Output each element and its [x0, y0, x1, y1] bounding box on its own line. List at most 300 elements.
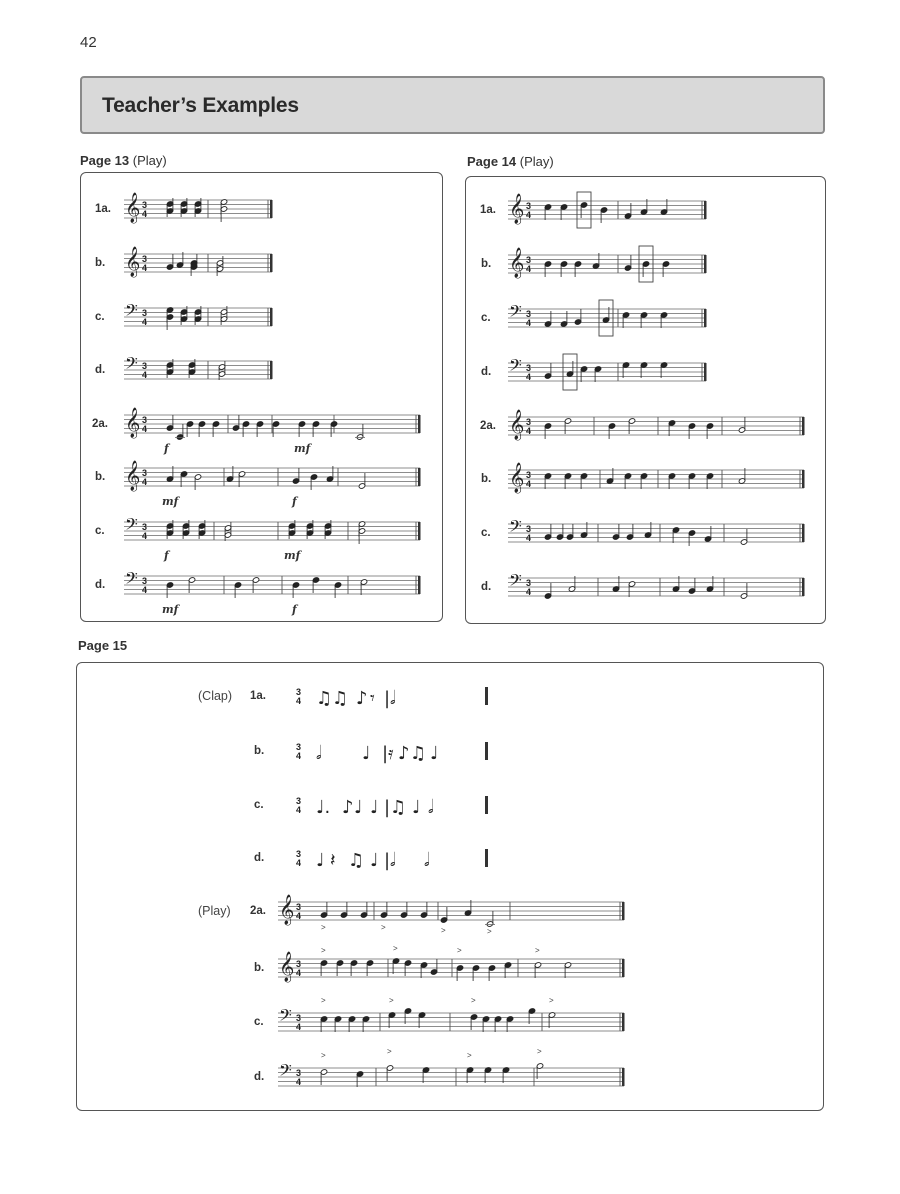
note — [668, 473, 675, 489]
example-label: b. — [481, 473, 492, 485]
note — [544, 473, 551, 489]
example-label: c. — [95, 525, 105, 537]
page-14-label — [467, 154, 554, 169]
bass-clef-icon: 𝄢 — [125, 300, 138, 324]
rhythm-symbol: ♫ — [316, 688, 333, 709]
note — [660, 312, 667, 328]
music-staff — [124, 193, 272, 230]
final-barline — [418, 576, 421, 594]
end-barline — [485, 687, 488, 705]
rhythm-symbol: ♩ — [370, 850, 379, 871]
time-signature-top: 3 — [142, 308, 148, 318]
time-signature-top: 3 — [526, 363, 532, 373]
example-label: 1a. — [250, 690, 266, 702]
final-barline — [622, 902, 625, 920]
example-label: b. — [481, 258, 492, 270]
dynamic-marking: mf — [284, 549, 301, 562]
note — [660, 199, 667, 215]
staff — [508, 578, 804, 596]
music-staff — [296, 849, 488, 879]
rhythm-symbol: ♫ — [390, 797, 407, 818]
time-signature-bottom: 4 — [296, 911, 302, 921]
treble-clef-icon: 𝄞 — [125, 193, 141, 223]
rhythm-symbol: ♩ — [354, 797, 363, 818]
example-label: c. — [95, 311, 105, 323]
note — [534, 962, 541, 978]
music-staff — [124, 568, 420, 606]
final-barline — [704, 201, 707, 219]
note — [466, 1067, 473, 1083]
note — [430, 959, 437, 975]
note — [166, 254, 173, 270]
rhythm-symbol: ♩ — [430, 743, 439, 764]
final-barline — [802, 578, 805, 596]
accent-mark: > — [487, 927, 492, 936]
final-barline — [802, 524, 805, 542]
note — [560, 204, 567, 220]
note — [672, 527, 679, 543]
note — [326, 466, 333, 482]
note — [348, 1016, 355, 1032]
banner-title: Teacher’s Examples — [102, 94, 299, 117]
time-signature-top: 3 — [296, 742, 302, 752]
accent-mark: > — [321, 923, 326, 932]
bass-clef-icon: 𝄢 — [125, 514, 138, 538]
note — [688, 473, 695, 489]
staff — [278, 959, 624, 977]
note — [360, 579, 367, 595]
note — [574, 309, 581, 325]
time-signature-top: 3 — [142, 576, 148, 586]
section-banner — [80, 76, 825, 134]
note — [644, 522, 651, 538]
time-signature-top: 3 — [296, 687, 302, 697]
final-barline — [622, 1013, 625, 1031]
example-label: d. — [254, 1071, 265, 1083]
dynamic-marking: f — [292, 603, 297, 616]
note — [544, 363, 551, 379]
treble-clef-icon: 𝄞 — [509, 463, 525, 493]
note — [356, 1071, 363, 1087]
final-barline — [802, 470, 805, 488]
example-label: c. — [254, 799, 264, 811]
page-15-box — [76, 662, 824, 1111]
dynamic-marking: mf — [294, 442, 311, 455]
note — [668, 420, 675, 436]
note — [622, 362, 629, 378]
rhythm-symbol: ♩. — [316, 797, 331, 818]
time-signature-top: 3 — [142, 468, 148, 478]
bass-clef-icon: 𝄢 — [509, 570, 522, 594]
rhythm-symbol: 𝅗𝅥 — [428, 797, 434, 818]
note — [320, 1016, 327, 1032]
rhythm-symbol: 𝅗𝅥 — [424, 850, 430, 871]
treble-clef-icon: 𝄞 — [509, 194, 525, 224]
staff — [508, 255, 706, 273]
rhythm-symbol: ♫ — [348, 850, 365, 871]
staff — [508, 470, 804, 488]
bass-clef-icon: 𝄢 — [125, 568, 138, 592]
example-label: 1a. — [480, 204, 496, 216]
note — [504, 962, 511, 978]
time-signature-bottom: 4 — [296, 1022, 302, 1032]
note — [640, 312, 647, 328]
time-signature-bottom: 4 — [296, 751, 302, 761]
example-label: 2a. — [250, 905, 266, 917]
dynamic-marking: f — [164, 442, 169, 455]
time-signature-bottom: 4 — [526, 533, 532, 543]
bass-clef-icon: 𝄢 — [279, 1060, 292, 1084]
staff — [278, 1068, 624, 1086]
note — [175, 424, 185, 440]
time-signature-bottom: 4 — [526, 210, 532, 220]
note — [422, 1067, 429, 1083]
note — [226, 466, 233, 482]
time-signature-top: 3 — [526, 524, 532, 534]
page-13-title: Page 13 — [80, 153, 130, 168]
final-barline — [802, 417, 805, 435]
music-staff — [124, 408, 420, 445]
note — [568, 576, 575, 592]
example-label: c. — [481, 312, 491, 324]
music-staff — [278, 1047, 624, 1098]
note — [292, 468, 299, 484]
rhythm-symbol: ♪ — [356, 688, 368, 709]
staff — [278, 902, 624, 920]
note — [388, 1012, 395, 1028]
music-staff — [508, 248, 706, 285]
accent-mark: > — [387, 1047, 392, 1056]
note — [640, 199, 647, 215]
music-staff — [278, 944, 624, 989]
example-label: b. — [95, 471, 106, 483]
final-barline — [704, 255, 707, 273]
note — [564, 473, 571, 489]
rhythm-symbol: ♫ — [410, 743, 427, 764]
accent-mark: > — [537, 1047, 542, 1056]
rhythm-symbol: ♩ — [316, 850, 325, 871]
note — [660, 362, 667, 378]
rhythm-symbol: | — [384, 688, 391, 709]
time-signature-top: 3 — [296, 902, 302, 912]
rhythm-symbol: | — [384, 850, 391, 871]
note — [594, 366, 601, 382]
dynamic-marking: f — [164, 549, 169, 562]
example-label: 2a. — [92, 418, 108, 430]
note — [464, 900, 471, 916]
note — [355, 424, 365, 440]
note — [564, 962, 571, 978]
time-signature-bottom: 4 — [142, 424, 148, 434]
final-barline — [418, 468, 421, 486]
page-15-label — [78, 638, 127, 653]
time-signature-top: 3 — [142, 522, 148, 532]
music-staff — [278, 895, 624, 936]
accent-mark: > — [441, 926, 446, 935]
note — [360, 902, 367, 918]
time-signature-top: 3 — [526, 578, 532, 588]
music-staff — [296, 687, 488, 717]
rhythm-symbol: ♪ — [342, 797, 354, 818]
end-barline — [485, 796, 488, 814]
note — [420, 902, 427, 918]
final-barline — [270, 361, 273, 379]
example-label: d. — [254, 852, 265, 864]
bass-clef-icon: 𝄢 — [125, 353, 138, 377]
example-label: b. — [254, 745, 265, 757]
note — [484, 1067, 491, 1083]
dynamic-marking: mf — [162, 495, 179, 508]
time-signature-top: 3 — [526, 417, 532, 427]
note — [672, 576, 679, 592]
page-13-box — [80, 172, 443, 622]
dynamic-marking: f — [292, 495, 297, 508]
note — [176, 252, 183, 268]
note — [166, 466, 173, 482]
bass-clef-icon: 𝄢 — [509, 355, 522, 379]
note — [334, 1016, 341, 1032]
end-barline — [485, 742, 488, 760]
example-mode: (Clap) — [198, 689, 233, 703]
time-signature-top: 3 — [296, 796, 302, 806]
music-staff — [508, 570, 804, 608]
time-signature-bottom: 4 — [296, 1077, 302, 1087]
note — [626, 524, 633, 540]
time-signature-top: 3 — [296, 959, 302, 969]
time-signature-bottom: 4 — [142, 531, 148, 541]
rhythm-symbol: 𝄾 — [370, 688, 375, 709]
note — [738, 417, 745, 433]
accent-mark: > — [321, 1051, 326, 1060]
time-signature-top: 3 — [526, 309, 532, 319]
time-signature-bottom: 4 — [526, 426, 532, 436]
rhythm-symbol: 𝅗𝅥 — [390, 850, 396, 871]
music-staff — [508, 355, 706, 393]
time-signature-bottom: 4 — [142, 477, 148, 487]
accent-mark: > — [549, 996, 554, 1005]
time-signature-top: 3 — [142, 415, 148, 425]
note — [362, 1016, 369, 1032]
note — [320, 902, 327, 918]
time-signature-bottom: 4 — [526, 372, 532, 382]
time-signature-top: 3 — [526, 255, 532, 265]
rhythm-symbol: | — [382, 743, 389, 764]
time-signature-bottom: 4 — [526, 264, 532, 274]
rhythm-symbol: ♩ — [362, 743, 371, 764]
music-staff — [508, 301, 706, 339]
page-14-title: Page 14 — [467, 154, 517, 169]
example-label: c. — [481, 527, 491, 539]
note — [580, 522, 587, 538]
example-label: 1a. — [95, 203, 111, 215]
rhythm-symbol: | — [384, 797, 391, 818]
final-barline — [704, 363, 707, 381]
time-signature-bottom: 4 — [142, 317, 148, 327]
time-signature-top: 3 — [526, 201, 532, 211]
note — [380, 902, 387, 918]
treble-clef-icon: 𝄞 — [125, 247, 141, 277]
note — [606, 468, 613, 484]
final-barline — [270, 308, 273, 326]
time-signature-top: 3 — [296, 849, 302, 859]
treble-clef-icon: 𝄞 — [509, 410, 525, 440]
note — [502, 1067, 509, 1083]
note — [418, 1012, 425, 1028]
note — [482, 1016, 489, 1032]
time-signature-bottom: 4 — [526, 587, 532, 597]
note — [602, 307, 609, 323]
music-staff — [508, 410, 804, 447]
example-label: d. — [95, 579, 106, 591]
treble-clef-icon: 𝄞 — [279, 952, 295, 982]
note — [640, 362, 647, 378]
rhythm-symbol: 𝄽 — [330, 850, 336, 871]
time-signature-top: 3 — [142, 254, 148, 264]
treble-clef-icon: 𝄞 — [125, 461, 141, 491]
note — [706, 576, 713, 592]
accent-mark: > — [535, 946, 540, 955]
time-signature-top: 3 — [296, 1068, 302, 1078]
note — [628, 581, 635, 597]
dynamic-marking: mf — [162, 603, 179, 616]
note — [738, 468, 745, 484]
bass-clef-icon: 𝄢 — [279, 1005, 292, 1029]
staff — [508, 524, 804, 542]
staff — [508, 417, 804, 435]
note — [238, 471, 245, 487]
example-label: b. — [254, 962, 265, 974]
music-staff — [124, 247, 272, 284]
page-15-title: Page 15 — [78, 638, 128, 653]
accent-mark: > — [381, 923, 386, 932]
rhythm-symbol: 𝅗𝅥 — [390, 688, 396, 709]
note — [624, 255, 631, 271]
note — [580, 473, 587, 489]
rhythm-symbol: ♩ — [370, 797, 379, 818]
rhythm-symbol: 𝅗𝅥 — [316, 743, 322, 764]
time-signature-top: 3 — [296, 1013, 302, 1023]
bass-clef-icon: 𝄢 — [509, 516, 522, 540]
note — [392, 958, 399, 974]
note — [706, 473, 713, 489]
accent-mark: > — [389, 996, 394, 1005]
time-signature-bottom: 4 — [142, 370, 148, 380]
note — [592, 253, 599, 269]
note — [506, 1016, 513, 1032]
note — [536, 1063, 543, 1079]
time-signature-bottom: 4 — [526, 318, 532, 328]
end-barline — [485, 849, 488, 867]
note — [556, 524, 563, 540]
note — [180, 471, 187, 487]
note — [566, 524, 573, 540]
music-staff — [124, 300, 272, 338]
music-staff — [296, 742, 488, 772]
note — [640, 473, 647, 489]
example-label: d. — [481, 366, 492, 378]
time-signature-bottom: 4 — [296, 968, 302, 978]
rhythm-symbol: ♪ — [398, 743, 410, 764]
note — [494, 1016, 501, 1032]
final-barline — [622, 959, 625, 977]
note — [548, 1012, 555, 1028]
treble-clef-icon: 𝄞 — [509, 248, 525, 278]
final-barline — [270, 200, 273, 218]
music-staff — [508, 463, 804, 500]
time-signature-bottom: 4 — [296, 858, 302, 868]
example-label: b. — [95, 257, 106, 269]
final-barline — [418, 522, 421, 540]
note — [622, 312, 629, 328]
staff — [278, 1013, 624, 1031]
note — [232, 415, 239, 431]
note — [400, 902, 407, 918]
example-mode: (Play) — [198, 904, 231, 918]
music-staff — [508, 194, 706, 231]
music-staff — [296, 796, 488, 826]
time-signature-bottom: 4 — [296, 805, 302, 815]
example-label: d. — [481, 581, 492, 593]
note — [404, 1008, 411, 1024]
music-staff — [508, 516, 804, 554]
page-number: 42 — [80, 34, 97, 51]
note — [580, 366, 587, 382]
note — [485, 911, 495, 927]
accent-mark: > — [321, 946, 326, 955]
page-14-mode: (Play) — [519, 154, 554, 169]
time-signature-bottom: 4 — [296, 696, 302, 706]
treble-clef-icon: 𝄞 — [279, 895, 295, 925]
staff — [508, 363, 706, 381]
time-signature-bottom: 4 — [526, 479, 532, 489]
note — [612, 524, 619, 540]
example-label: c. — [254, 1016, 264, 1028]
accent-mark: > — [467, 1051, 472, 1060]
music-staff — [124, 514, 420, 552]
final-barline — [270, 254, 273, 272]
accent-mark: > — [321, 996, 326, 1005]
note — [340, 902, 347, 918]
note — [544, 204, 551, 220]
page-13-mode: (Play) — [132, 153, 167, 168]
note — [612, 576, 619, 592]
final-barline — [418, 415, 421, 433]
time-signature-top: 3 — [142, 361, 148, 371]
music-staff — [278, 996, 624, 1043]
accent-mark: > — [393, 944, 398, 953]
final-barline — [704, 309, 707, 327]
note — [166, 415, 173, 431]
rhythm-symbol: ♩ — [412, 797, 421, 818]
final-barline — [622, 1068, 625, 1086]
bass-clef-icon: 𝄢 — [509, 301, 522, 325]
time-signature-bottom: 4 — [142, 585, 148, 595]
treble-clef-icon: 𝄞 — [125, 408, 141, 438]
example-label: 2a. — [480, 420, 496, 432]
page-14-box — [465, 176, 826, 624]
time-signature-top: 3 — [526, 470, 532, 480]
example-label: d. — [95, 364, 106, 376]
note — [528, 1008, 535, 1024]
time-signature-bottom: 4 — [142, 263, 148, 273]
note — [624, 473, 631, 489]
rhythm-symbol: ♫ — [332, 688, 349, 709]
music-staff — [124, 353, 272, 391]
note — [688, 578, 695, 594]
accent-mark: > — [457, 946, 462, 955]
page-13-label — [80, 153, 167, 168]
time-signature-top: 3 — [142, 200, 148, 210]
